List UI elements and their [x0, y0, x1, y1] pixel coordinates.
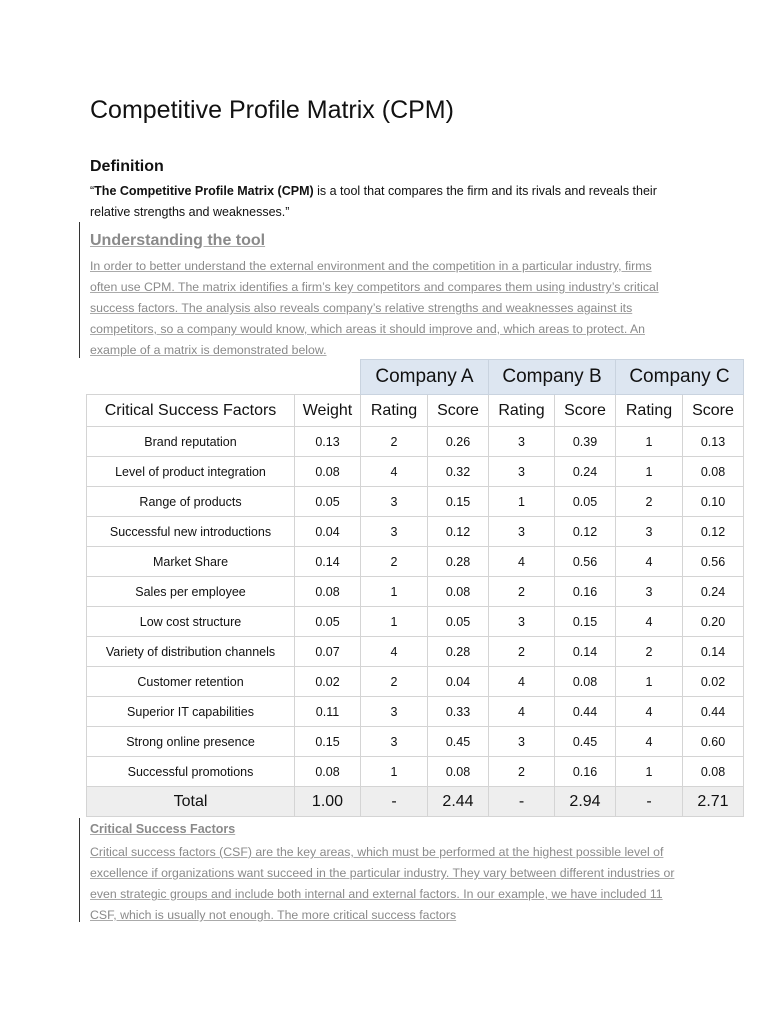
cell-factor: Critical Success Factors	[87, 395, 295, 427]
cell-rating-b: 3	[489, 427, 555, 457]
cell-rating-a: 1	[361, 607, 428, 637]
company-c-header: Company C	[616, 360, 744, 395]
cell-rating-c: 1	[616, 667, 683, 697]
cell-score-a: 0.28	[428, 547, 489, 577]
cell-score-c: 0.24	[683, 577, 744, 607]
cell-rating-a: 1	[361, 757, 428, 787]
cell-weight: 0.07	[295, 637, 361, 667]
cell-score-b: 0.05	[555, 487, 616, 517]
cell-score-b: 0.12	[555, 517, 616, 547]
cell-rating-a: Rating	[361, 395, 428, 427]
cell-score-b: 0.08	[555, 667, 616, 697]
cell-weight: 0.05	[295, 607, 361, 637]
cell-rating-a: 3	[361, 727, 428, 757]
cell-rating-b: 3	[489, 607, 555, 637]
cell-rating-a: 4	[361, 637, 428, 667]
cell-rating-b: 4	[489, 547, 555, 577]
table-row	[87, 487, 744, 517]
csf-heading: Critical Success Factors	[90, 822, 236, 836]
cell-weight: 0.13	[295, 427, 361, 457]
cell-score-c: 0.56	[683, 547, 744, 577]
cell-rating-a: 3	[361, 487, 428, 517]
cell-rating-b: 3	[489, 727, 555, 757]
table-row	[87, 547, 744, 577]
change-bar	[79, 222, 80, 358]
cell-rating-c: 3	[616, 517, 683, 547]
cell-rating-c: 4	[616, 607, 683, 637]
cell-score-a: 0.32	[428, 457, 489, 487]
understanding-heading: Understanding the tool	[90, 232, 266, 249]
company-b-header: Company B	[489, 360, 616, 395]
company-header-row	[87, 360, 744, 395]
cell-weight: 0.02	[295, 667, 361, 697]
cell-rating-b: 3	[489, 457, 555, 487]
cell-score-c: 2.71	[683, 787, 744, 817]
cell-score-c: 0.60	[683, 727, 744, 757]
cell-score-a: 0.45	[428, 727, 489, 757]
cell-factor: Total	[87, 787, 295, 817]
definition-text	[90, 181, 690, 223]
cell-score-c: 0.14	[683, 637, 744, 667]
table-row	[87, 517, 744, 547]
table-row	[87, 607, 744, 637]
cell-score-b: 0.24	[555, 457, 616, 487]
blank-cell	[87, 360, 361, 395]
table-row	[87, 667, 744, 697]
cell-factor: Low cost structure	[87, 607, 295, 637]
definition-heading: Definition	[90, 158, 164, 175]
cell-rating-b: 3	[489, 517, 555, 547]
cell-score-b: 0.15	[555, 607, 616, 637]
cell-rating-a: 2	[361, 667, 428, 697]
cell-rating-c: Rating	[616, 395, 683, 427]
cell-score-c: 0.08	[683, 457, 744, 487]
cell-rating-b: 2	[489, 577, 555, 607]
cell-rating-c: -	[616, 787, 683, 817]
column-header-row	[87, 395, 744, 427]
cell-score-b: 0.16	[555, 757, 616, 787]
cell-score-a: Score	[428, 395, 489, 427]
cell-weight: 0.08	[295, 457, 361, 487]
cell-score-a: 0.08	[428, 577, 489, 607]
cell-rating-c: 3	[616, 577, 683, 607]
cell-rating-b: 2	[489, 757, 555, 787]
cell-score-a: 2.44	[428, 787, 489, 817]
cell-rating-b: 4	[489, 697, 555, 727]
cell-rating-a: 3	[361, 517, 428, 547]
cell-factor: Successful promotions	[87, 757, 295, 787]
cell-weight: 0.11	[295, 697, 361, 727]
table-row	[87, 757, 744, 787]
cell-rating-c: 1	[616, 457, 683, 487]
cell-score-b: 0.14	[555, 637, 616, 667]
cell-score-a: 0.08	[428, 757, 489, 787]
cell-rating-b: 2	[489, 637, 555, 667]
cell-rating-b: Rating	[489, 395, 555, 427]
cell-score-a: 0.15	[428, 487, 489, 517]
cell-rating-c: 4	[616, 697, 683, 727]
cell-score-b: 2.94	[555, 787, 616, 817]
cell-rating-a: 1	[361, 577, 428, 607]
cell-rating-c: 1	[616, 427, 683, 457]
cell-weight: 0.15	[295, 727, 361, 757]
cell-score-c: 0.44	[683, 697, 744, 727]
total-row	[87, 787, 744, 817]
cell-factor: Superior IT capabilities	[87, 697, 295, 727]
cell-rating-b: 1	[489, 487, 555, 517]
cell-rating-a: 4	[361, 457, 428, 487]
cell-factor: Brand reputation	[87, 427, 295, 457]
cell-factor: Successful new introductions	[87, 517, 295, 547]
cell-factor: Level of product integration	[87, 457, 295, 487]
cell-rating-c: 1	[616, 757, 683, 787]
cell-factor: Strong online presence	[87, 727, 295, 757]
cell-score-c: 0.08	[683, 757, 744, 787]
cell-rating-c: 2	[616, 637, 683, 667]
cell-score-c: 0.10	[683, 487, 744, 517]
table-row	[87, 727, 744, 757]
cell-factor: Market Share	[87, 547, 295, 577]
company-a-header: Company A	[361, 360, 489, 395]
cell-weight: 1.00	[295, 787, 361, 817]
cell-score-b: 0.16	[555, 577, 616, 607]
cell-weight: 0.04	[295, 517, 361, 547]
definition-open-quote: “	[90, 184, 95, 198]
cell-score-c: Score	[683, 395, 744, 427]
cell-score-b: 0.45	[555, 727, 616, 757]
cell-score-b: Score	[555, 395, 616, 427]
cell-score-c: 0.20	[683, 607, 744, 637]
cell-rating-a: -	[361, 787, 428, 817]
change-bar	[79, 818, 80, 922]
cell-rating-b: 4	[489, 667, 555, 697]
definition-term: The Competitive Profile Matrix (CPM)	[94, 184, 314, 198]
cell-weight: 0.08	[295, 757, 361, 787]
understanding-text: In order to better understand the external environment and the competition in a particular industry, firms often use CPM. The matrix identifies a firm’s key competitors and compares them using industry’s critical success factors. The analysis also reveals company’s relative strengths and weaknesses against its competitors, so a company would know, which areas it should improve and, which areas to protect. An example of a matrix is demonstrated below.	[90, 259, 659, 357]
cpm-table	[86, 359, 744, 817]
table-row	[87, 427, 744, 457]
cell-score-a: 0.26	[428, 427, 489, 457]
cell-score-b: 0.44	[555, 697, 616, 727]
cell-rating-a: 2	[361, 547, 428, 577]
cell-factor: Variety of distribution channels	[87, 637, 295, 667]
cell-score-b: 0.56	[555, 547, 616, 577]
table-row	[87, 697, 744, 727]
cell-weight: 0.08	[295, 577, 361, 607]
cell-factor: Sales per employee	[87, 577, 295, 607]
table-row	[87, 637, 744, 667]
cell-weight: Weight	[295, 395, 361, 427]
cell-rating-c: 2	[616, 487, 683, 517]
cell-rating-a: 2	[361, 427, 428, 457]
cell-rating-a: 3	[361, 697, 428, 727]
cell-score-c: 0.12	[683, 517, 744, 547]
cell-score-a: 0.04	[428, 667, 489, 697]
table-row	[87, 577, 744, 607]
csf-text: Critical success factors (CSF) are the key areas, which must be performed at the highest possible level of excellence if organizations want succeed in the particular industry. They vary between different industries or even strategic groups and include both internal and external factors. In our example, we have included 11 CSF, which is usually not enough. The more critical success factors	[90, 845, 675, 922]
cell-score-a: 0.28	[428, 637, 489, 667]
cell-weight: 0.14	[295, 547, 361, 577]
cell-score-c: 0.13	[683, 427, 744, 457]
cell-score-a: 0.05	[428, 607, 489, 637]
cell-score-a: 0.12	[428, 517, 489, 547]
page-title: Competitive Profile Matrix (CPM)	[90, 96, 454, 124]
cell-rating-b: -	[489, 787, 555, 817]
cell-score-b: 0.39	[555, 427, 616, 457]
definition-body: is a tool that compares the firm and its rivals and reveals their relative strengths and weaknesses.”	[90, 184, 657, 219]
cell-weight: 0.05	[295, 487, 361, 517]
cell-score-a: 0.33	[428, 697, 489, 727]
cell-factor: Customer retention	[87, 667, 295, 697]
cell-factor: Range of products	[87, 487, 295, 517]
table-row	[87, 457, 744, 487]
cell-score-c: 0.02	[683, 667, 744, 697]
cell-rating-c: 4	[616, 727, 683, 757]
cell-rating-c: 4	[616, 547, 683, 577]
